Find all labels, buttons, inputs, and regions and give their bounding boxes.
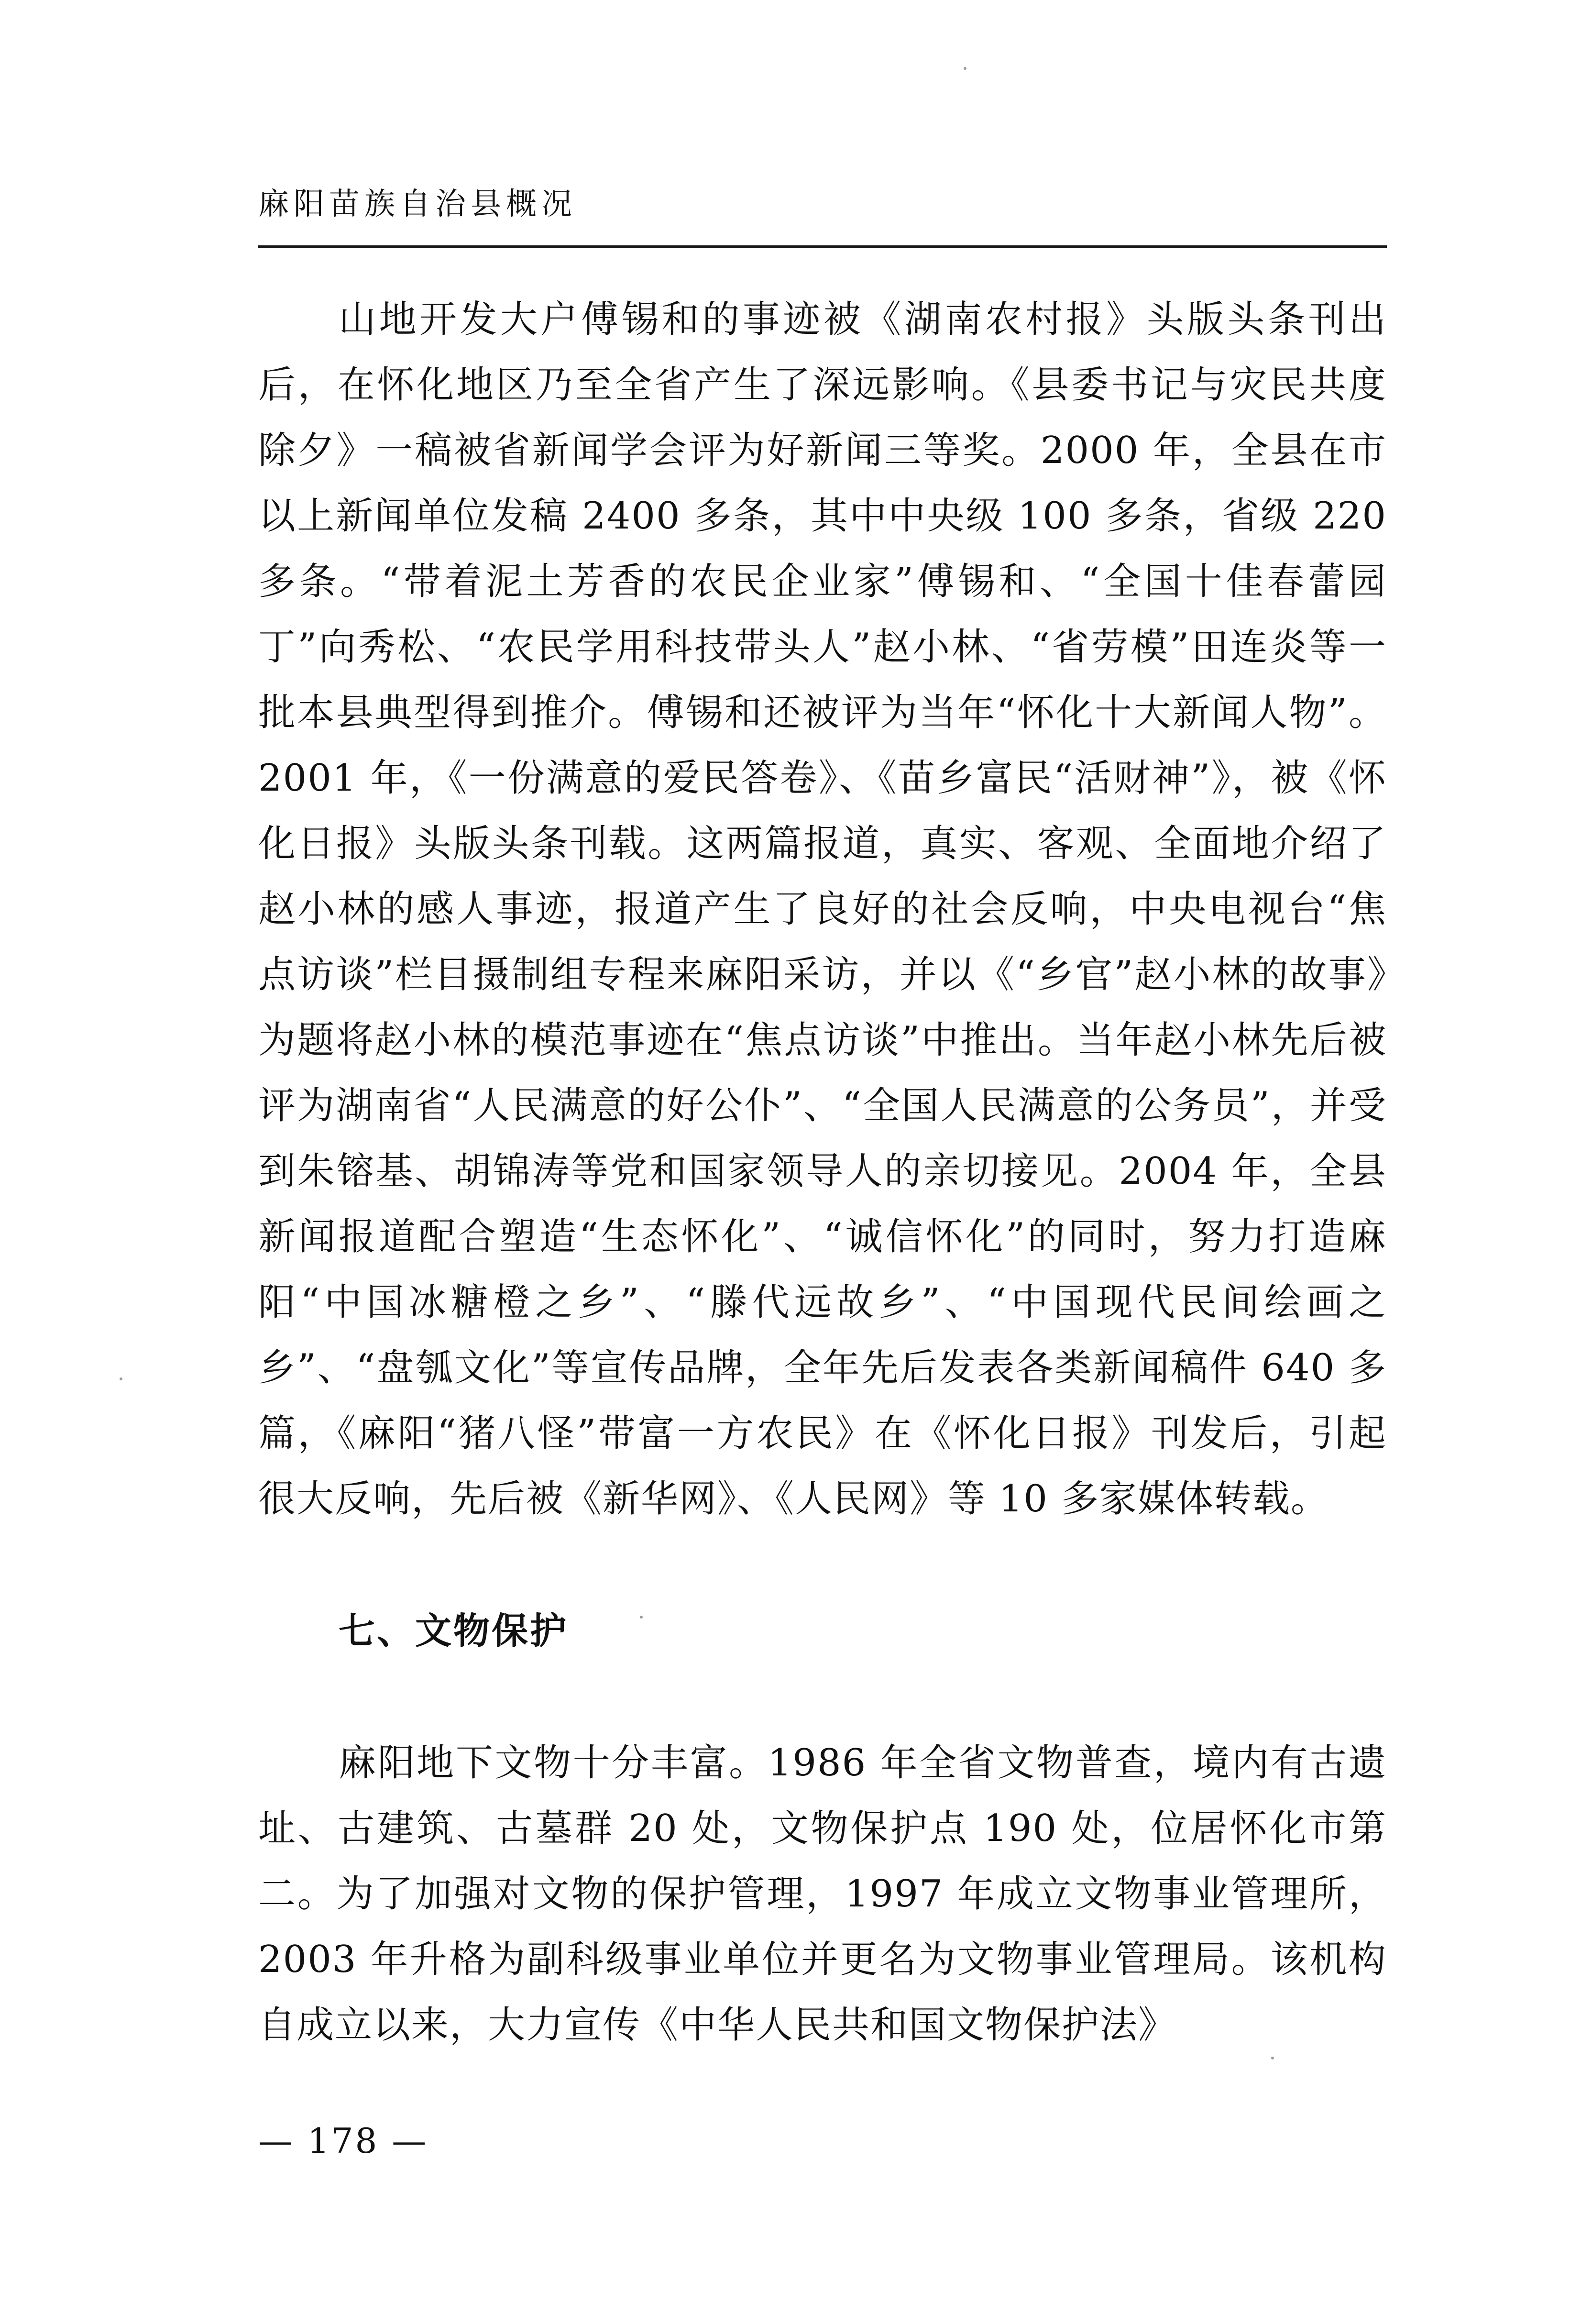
running-header: 麻阳苗族自治县概况 xyxy=(258,187,577,222)
scan-speck xyxy=(964,67,966,70)
page-number: — 178 — xyxy=(258,2121,428,2161)
paragraph-cultural-relics: 麻阳地下文物十分丰富。1986 年全省文物普查，境内有古遗址、古建筑、古墓群 20 处，文物保护点 190 处，位居怀化市第二。为了加强对文物的保护管理，1997 年成立文物事业管理所，2003 年升格为副科级事业单位并更名为文物事业管理局。该机构自成立以来，大力宣传《中华人民共和国文物保护法》 xyxy=(258,1741,1387,2047)
header-rule xyxy=(258,245,1387,248)
scan-speck xyxy=(1271,2057,1274,2060)
body-text xyxy=(258,287,1387,2058)
scan-speck xyxy=(120,1377,122,1380)
section-heading: 七、文物保护 xyxy=(339,1609,568,1652)
scan-speck xyxy=(640,1616,643,1619)
paragraph-news: 山地开发大户傅锡和的事迹被《湖南农村报》头版头条刊出后，在怀化地区乃至全省产生了深远影响。《县委书记与灾民共度除夕》一稿被省新闻学会评为好新闻三等奖。2000 年，全县在市以上新闻单位发稿 2400 多条，其中中央级 100 多条，省级 220 多条。“带着泥土芳香的农民企业家”傅锡和、“全国十佳春蕾园丁”向秀松、“农民学用科技带头人”赵小林、“省劳模”田连炎等一批本县典型得到推介。傅锡和还被评为当年“怀化十大新闻人物”。2001 年，《一份满意的爱民答卷》、《苗乡富民“活财神”》，被《怀化日报》头版头条刊载。这两篇报道，真实、客观、全面地介绍了赵小林的感人事迹，报道产生了良好的社会反响，中央电视台“焦点访谈”栏目摄制组专程来麻阳采访，并以《“乡官”赵小林的故事》为题将赵小林的模范事迹在“焦点访谈”中推出。当年赵小林先后被评为湖南省“人民满意的好公仆”、“全国人民满意的公务员”，并受到朱镕基、胡锦涛等党和国家领导人的亲切接见。2004 年，全县新闻报道配合塑造“生态怀化”、“诚信怀化”的同时，努力打造麻阳“中国冰糖橙之乡”、“滕代远故乡”、“中国现代民间绘画之乡”、“盘瓠文化”等宣传品牌，全年先后发表各类新闻稿件 640 多篇，《麻阳“猪八怪”带富一方农民》在《怀化日报》刊发后，引起很大反响，先后被《新华网》、《人民网》等 10 多家媒体转载。 xyxy=(258,298,1387,1520)
